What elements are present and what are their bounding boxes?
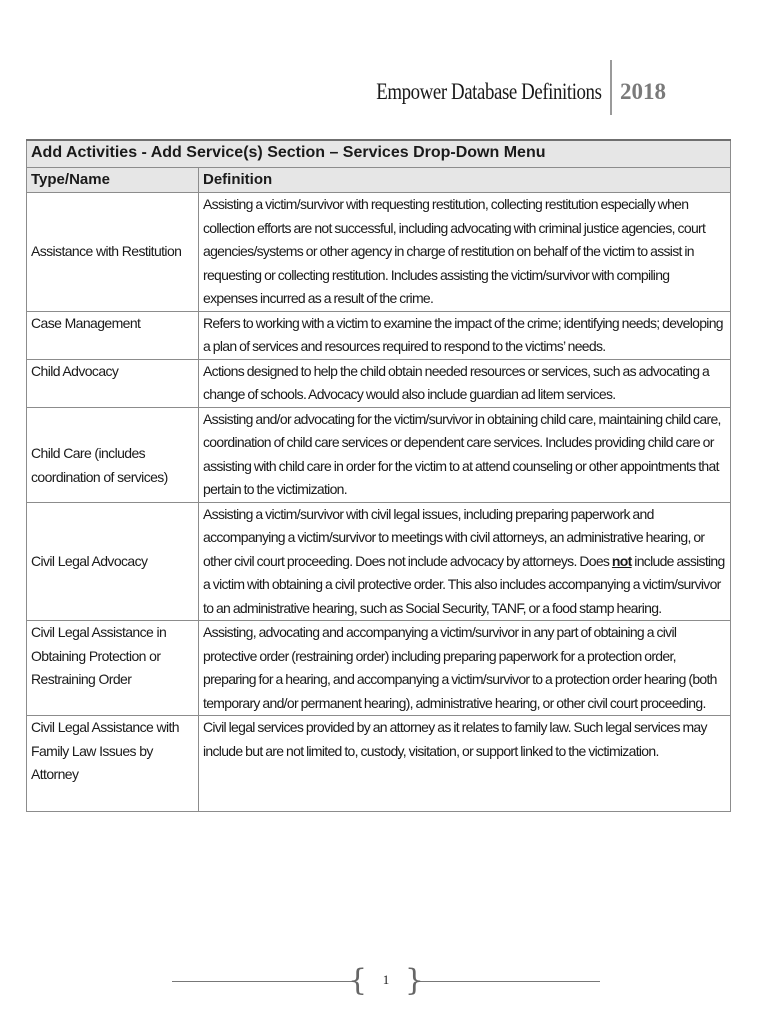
column-header-definition: Definition	[199, 168, 731, 193]
row-name: Case Management	[27, 311, 199, 359]
section-title: Add Activities - Add Service(s) Section – Services Drop-Down Menu	[27, 140, 731, 168]
column-header-type: Type/Name	[27, 168, 199, 193]
table-row	[27, 407, 731, 502]
row-definition: Refers to working with a victim to examine the impact of the crime; identifying needs; developing a plan of services and resources required to respond to the victims’ needs.	[199, 311, 731, 359]
right-brace-icon: }	[404, 963, 424, 998]
row-name: Child Care (includes coordination of services)	[27, 407, 199, 502]
left-brace-icon: {	[348, 963, 368, 998]
page-header	[325, 60, 666, 115]
row-definition: Assisting and/or advocating for the victim/survivor in obtaining child care, maintaining child care, coordination of child care services or dependent care services. Includes providing child care or assisting with child care in order for the victim to at attend counseling or other appointments that pertain to the victimization.	[199, 407, 731, 502]
row-name: Civil Legal Assistance with Family Law Issues by Attorney	[27, 716, 199, 812]
table-row	[27, 193, 731, 312]
document-title: Empower Database Definitions	[376, 78, 602, 104]
row-name: Child Advocacy	[27, 359, 199, 407]
document-year: 2018	[620, 78, 666, 104]
table-row	[27, 502, 731, 621]
page-footer	[172, 962, 600, 1002]
row-definition: Assisting a victim/survivor with civil legal issues, including preparing paperwork and accompanying a victim/survivor to meetings with civil attorneys, an administrative hearing, or other civil court proceeding. Does not include advocacy by attorneys. Does not include assisting a victim with obtaining a civil protective order. This also includes accompanying a victim/survivor to an administrative hearing, such as Social Security, TANF, or a food stamp hearing.	[199, 502, 731, 621]
column-header-row	[27, 168, 731, 193]
table-row	[27, 621, 731, 716]
table-row	[27, 716, 731, 812]
definitions-table	[26, 139, 731, 812]
row-definition: Civil legal services provided by an attorney as it relates to family law. Such legal services may include but are not limited to, custody, visitation, or support linked to the victimization.	[199, 716, 731, 812]
row-definition: Assisting a victim/survivor with requesting restitution, collecting restitution especially when collection efforts are not successful, including advocating with criminal justice agencies, court agencies/systems or other agency in charge of restitution on behalf of the victim to assist in requesting or collecting restitution. Includes assisting the victim/survivor with compiling expenses incurred as a result of the crime.	[199, 193, 731, 312]
table-row	[27, 359, 731, 407]
row-definition: Assisting, advocating and accompanying a victim/survivor in any part of obtaining a civil protective order (restraining order) including preparing paperwork for a protection order, preparing for a hearing, and accompanying a victim/survivor to a protection order hearing (both temporary and/or permanent hearing), administrative hearing, or other civil court proceeding.	[199, 621, 731, 716]
row-name: Civil Legal Assistance in Obtaining Protection or Restraining Order	[27, 621, 199, 716]
page-number: 1	[382, 972, 390, 987]
emphasis-not: not	[611, 552, 632, 569]
table-row	[27, 311, 731, 359]
row-name: Civil Legal Advocacy	[27, 502, 199, 621]
row-definition: Actions designed to help the child obtain needed resources or services, such as advocating a change of schools. Advocacy would also include guardian ad litem services.	[199, 359, 731, 407]
section-title-row	[27, 140, 731, 168]
row-name: Assistance with Restitution	[27, 193, 199, 312]
